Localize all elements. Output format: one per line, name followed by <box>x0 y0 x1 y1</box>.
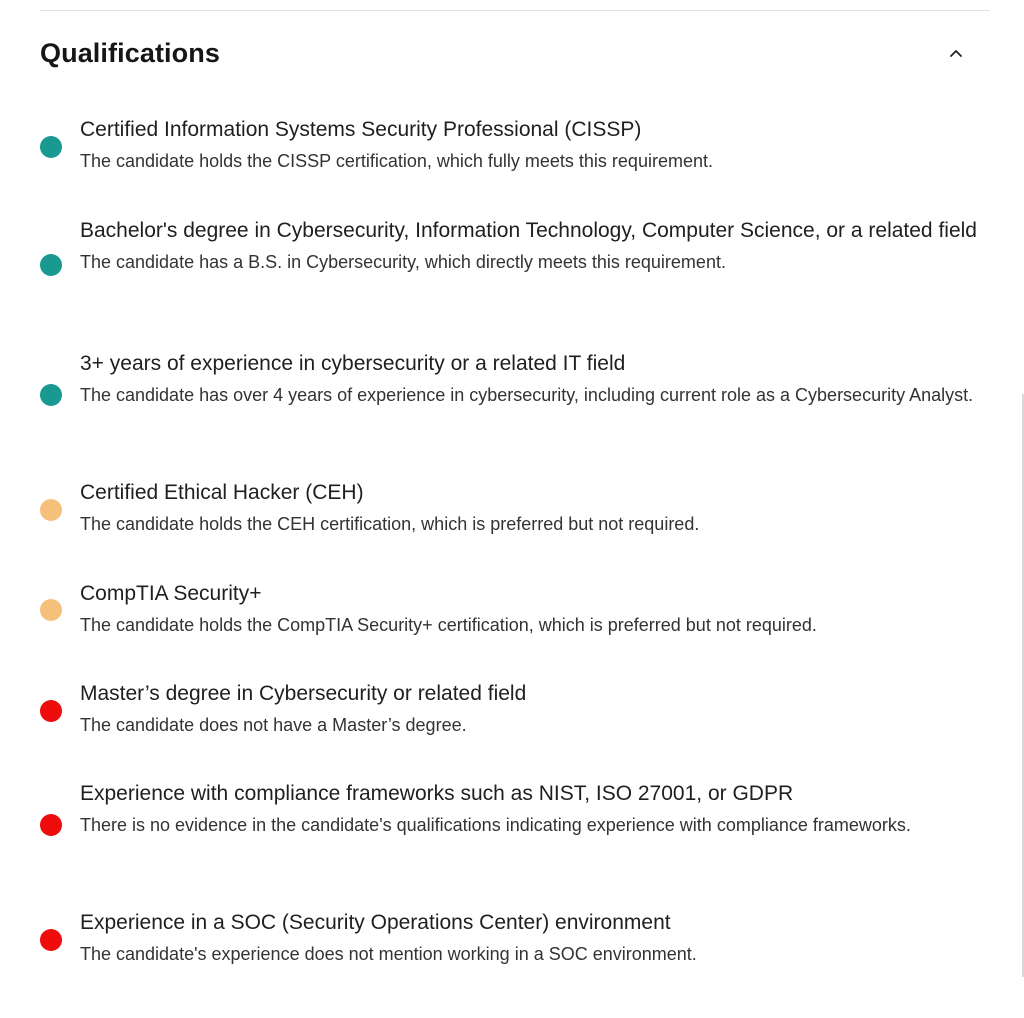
qualification-text <box>80 906 980 968</box>
qualification-text <box>80 777 980 839</box>
qualification-item <box>40 214 980 314</box>
qualification-text <box>80 113 980 175</box>
section-header[interactable] <box>40 34 970 74</box>
qualification-description: There is no evidence in the candidate's qualifications indicating experience with compliance frameworks. <box>80 815 911 835</box>
qualification-title: Master’s degree in Cybersecurity or related field <box>80 682 527 705</box>
qualification-description: The candidate's experience does not mention working in a SOC environment. <box>80 944 697 964</box>
status-dot-unmet <box>40 814 62 836</box>
qualification-title: Certified Information Systems Security Professional (CISSP) <box>80 118 642 141</box>
status-dot-preferred <box>40 599 62 621</box>
status-dot-met <box>40 254 62 276</box>
qualification-text <box>80 577 980 639</box>
qualification-description: The candidate holds the CompTIA Security+ certification, which is preferred but not required. <box>80 615 817 635</box>
qualification-description: The candidate has over 4 years of experience in cybersecurity, including current role as a Cybersecurity Analyst. <box>80 385 974 405</box>
qualification-description: The candidate holds the CISSP certification, which fully meets this requirement. <box>80 151 713 171</box>
qualification-title: 3+ years of experience in cybersecurity or a related IT field <box>80 352 626 375</box>
qualification-text <box>80 476 980 538</box>
status-dot-unmet <box>40 700 62 722</box>
status-dot-met <box>40 384 62 406</box>
chevron-up-icon[interactable] <box>943 40 969 66</box>
qualification-text <box>80 677 980 739</box>
top-divider <box>40 10 990 11</box>
qualification-title: Certified Ethical Hacker (CEH) <box>80 481 364 504</box>
qualification-item <box>40 906 980 976</box>
status-dot-met <box>40 136 62 158</box>
qualification-text <box>80 214 980 276</box>
status-dot-preferred <box>40 499 62 521</box>
qualification-description: The candidate holds the CEH certification, which is preferred but not required. <box>80 514 700 534</box>
status-dot-unmet <box>40 929 62 951</box>
qualification-item <box>40 113 980 183</box>
qualification-title: CompTIA Security+ <box>80 582 262 605</box>
qualification-item <box>40 476 980 546</box>
qualification-item <box>40 347 980 447</box>
qualification-description: The candidate does not have a Master’s degree. <box>80 715 467 735</box>
qualification-title: Experience with compliance frameworks such as NIST, ISO 27001, or GDPR <box>80 782 794 805</box>
qualification-item <box>40 577 980 647</box>
qualification-description: The candidate has a B.S. in Cybersecurity, which directly meets this requirement. <box>80 252 726 272</box>
qualification-title: Bachelor's degree in Cybersecurity, Information Technology, Computer Science, or a related field <box>80 219 977 242</box>
qualification-title: Experience in a SOC (Security Operations Center) environment <box>80 911 671 934</box>
qualification-text <box>80 347 980 409</box>
qualification-item <box>40 677 980 747</box>
section-title: Qualifications <box>40 38 220 68</box>
qualification-item <box>40 777 980 877</box>
